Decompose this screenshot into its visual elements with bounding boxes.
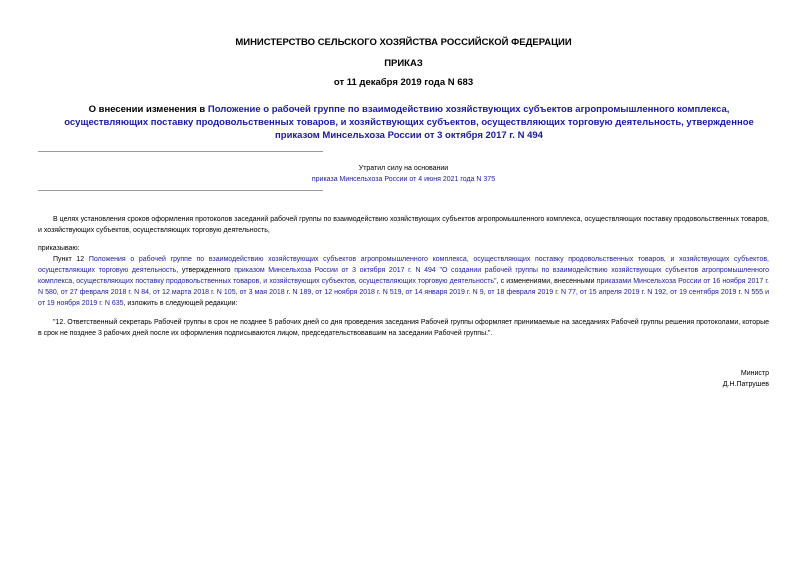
regulation-link[interactable]: Положения о рабочей группе по взаимодействию хозяйствующих субъектов агропромышленного комплекса, осуществляющих поставку продовольственных товаров, и хозяйствующих субъектов, осуществляющих торговую деятельность bbox=[38, 256, 769, 274]
order-word: приказываю: bbox=[38, 245, 80, 252]
amending-orders-link[interactable]: приказами Минсельхоза России от 16 ноября 2017 г. N 580, от 27 февраля 2018 г. N 84, от 12 марта 2018 г. N 105, от 3 мая 2018 г. N 189, от 12 ноября 2018 г. N 519, от 14 января 2019 г. N 9, от 18 февраля 2019 г. N 77, от 15 апреля 2019 г. N 192, от 19 сентября 2019 г. N 555 и от 19 ноября 2019 г. N 635 bbox=[38, 278, 769, 307]
amendment-paragraph bbox=[38, 254, 769, 309]
new-wording-paragraph: "12. Ответственный секретарь Рабочей группы в срок не позднее 5 рабочих дней со дня проведения заседания Рабочей группы оформляет принимаемые на заседаниях Рабочей группы решения протоколами, которые в срок не позднее 3 рабочих дней после их оформления подписываются лицом, председательствовавшим на заседании Рабочей группы.". bbox=[38, 319, 769, 337]
amendment-mid1: , утвержденного bbox=[176, 267, 235, 274]
amendment-suffix: , изложить в следующей редакции: bbox=[123, 300, 238, 307]
document-title bbox=[50, 103, 768, 142]
signatory-position: Министр bbox=[740, 370, 769, 377]
title-regulation-link[interactable]: Положение о рабочей группе по взаимодействию хозяйствующих субъектов агропромышленного комплекса, осуществляющих поставку продовольственных товаров, и хозяйствующих субъектов, осуществляющих торговую деятельность, утвержденное приказом Минсельхоза России от 3 октября 2017 г. N 494 bbox=[64, 104, 754, 141]
preamble-paragraph: В целях установления сроков оформления протоколов заседаний рабочей группы по взаимодействию хозяйствующих субъектов агропромышленного комплекса, осуществляющих поставку продовольственных товаров, и хозяйствующих субъектов, осуществляющих торговую деятельность, bbox=[38, 216, 769, 234]
title-prefix: О внесении изменения в bbox=[88, 104, 208, 115]
ministry-heading: МИНИСТЕРСТВО СЕЛЬСКОГО ХОЗЯЙСТВА РОССИЙСКОЙ ФЕДЕРАЦИИ bbox=[235, 37, 572, 48]
document-date: от 11 декабря 2019 года N 683 bbox=[333, 77, 474, 88]
separator-top bbox=[38, 151, 323, 152]
document-type: ПРИКАЗ bbox=[384, 58, 423, 69]
separator-bottom bbox=[38, 190, 323, 191]
amendment-mid2: , с изменениями, внесенными bbox=[496, 278, 597, 285]
order-494-link[interactable]: приказом Минсельхоза России от 3 октября 2017 г. N 494 "О создании рабочей группы по взаимодействию хозяйствующих субъектов агропромышленного комплекса, осуществляющих поставку продовольственных товаров, и хозяйствующих субъектов, осуществляющих торговую деятельность" bbox=[38, 267, 770, 285]
amendment-prefix: Пункт 12 bbox=[53, 256, 89, 263]
status-repeal-link bbox=[230, 176, 577, 183]
signatory-name: Д.Н.Патрушев bbox=[722, 381, 769, 388]
repeal-order-link[interactable]: приказа Минсельхоза России от 4 июня 2021 года N 375 bbox=[311, 176, 496, 183]
status-note: Утратил силу на основании bbox=[358, 165, 449, 172]
